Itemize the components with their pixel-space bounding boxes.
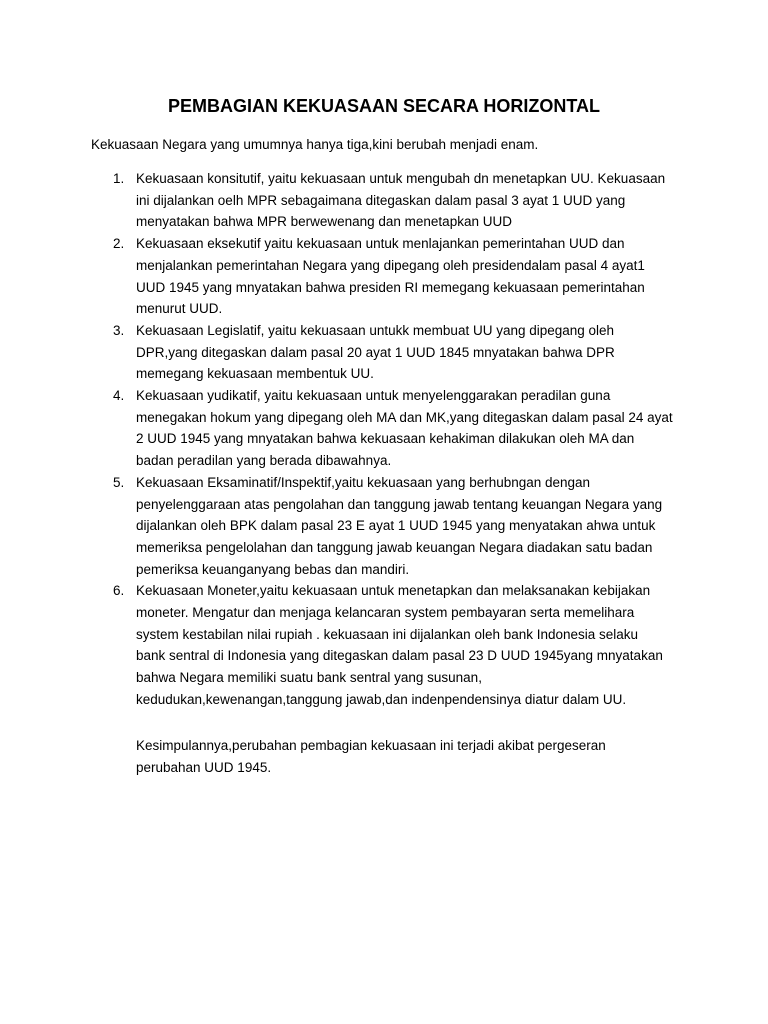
text-line: ini dijalankan oelh MPR sebagaimana ditegaskan dalam pasal 3 ayat 1 UUD yang xyxy=(136,192,626,208)
list-item-number: 6. xyxy=(113,583,125,599)
text-line: dijalankan oleh BPK dalam pasal 23 E ayat 1 UUD 1945 yang menyatakan ahwa untuk xyxy=(136,518,656,534)
text-line: bank sentral di Indonesia yang ditegaskan dalam pasal 23 D UUD 1945yang mnyatakan xyxy=(136,648,663,664)
text-line: menurut UUD. xyxy=(136,301,223,317)
list-item-text xyxy=(136,233,768,320)
conclusion-paragraph xyxy=(136,735,606,778)
text-line: memeriksa pengelolahan dan tanggung jawab keuangan Negara diadakan satu badan xyxy=(136,539,653,555)
list-item-number: 1. xyxy=(113,171,125,186)
list-item xyxy=(0,168,768,233)
intro-paragraph: Kekuasaan Negara yang umumnya hanya tiga,kini berubah menjadi enam. xyxy=(91,137,539,152)
list-item-number: 3. xyxy=(113,322,125,338)
list-item xyxy=(0,580,768,710)
list-item-text xyxy=(136,320,768,385)
list-item xyxy=(0,320,768,385)
text-line: Kekuasaan yudikatif, yaitu kekuasaan untuk menyelenggarakan peradilan guna xyxy=(136,388,611,404)
text-line: memegang kekuasaan membentuk UU. xyxy=(136,366,374,382)
text-line: 2 UUD 1945 yang mnyatakan bahwa kekuasaan kehakiman dilakukan oleh MA dan xyxy=(136,431,635,447)
text-line: DPR,yang ditegaskan dalam pasal 20 ayat 1 UUD 1845 mnyatakan bahwa DPR xyxy=(136,344,615,360)
list-item xyxy=(0,385,768,472)
text-line: Kekuasaan Moneter,yaitu kekuasaan untuk menetapkan dan melaksanakan kebijakan xyxy=(136,583,651,599)
list-item-number: 5. xyxy=(113,474,125,490)
list-item-number: 2. xyxy=(113,236,125,252)
text-line: Kekuasaan Legislatif, yaitu kekuasaan untukk membuat UU yang dipegang oleh xyxy=(136,322,615,338)
list-item-text xyxy=(136,472,768,581)
text-line: Kesimpulannya,perubahan pembagian kekuasaan ini terjadi akibat pergeseran xyxy=(136,738,606,753)
list-item-text xyxy=(136,168,768,233)
numbered-list xyxy=(0,168,768,711)
document-title: PEMBAGIAN KEKUASAAN SECARA HORIZONTAL xyxy=(168,96,600,116)
text-line: moneter. Mengatur dan menjaga kelancaran system pembayaran serta memelihara xyxy=(136,605,635,621)
text-line: menegakan hokum yang dipegang oleh MA dan MK,yang ditegaskan dalam pasal 24 ayat xyxy=(136,409,673,425)
text-line: perubahan UUD 1945. xyxy=(136,759,272,775)
text-line: Kekuasaan eksekutif yaitu kekuasaan untuk menlajankan pemerintahan UUD dan xyxy=(136,236,625,252)
text-line: Kekuasaan Eksaminatif/Inspektif,yaitu kekuasaan yang berhubngan dengan xyxy=(136,474,591,490)
text-line: penyelenggaraan atas pengolahan dan tanggung jawab tentang keuangan Negara yang xyxy=(136,496,663,512)
list-item-number: 4. xyxy=(113,388,125,404)
text-line: system kestabilan nilai rupiah . kekuasaan ini dijalankan oleh bank Indonesia selaku xyxy=(136,626,639,642)
list-item-text xyxy=(136,385,768,472)
text-line: UUD 1945 yang mnyatakan bahwa presiden RI memegang kekuasaan pemerintahan xyxy=(136,279,645,295)
text-line: Kekuasaan konsitutif, yaitu kekuasaan untuk mengubah dn menetapkan UU. Kekuasaan xyxy=(136,171,666,186)
text-line: badan peradilan yang berada dibawahnya. xyxy=(136,453,392,469)
text-line: kedudukan,kewenangan,tanggung jawab,dan indenpendensinya diatur dalam UU. xyxy=(136,691,627,707)
text-line: bahwa Negara memiliki suatu bank sentral yang susunan, xyxy=(136,670,482,686)
list-item xyxy=(0,233,768,320)
list-item xyxy=(0,472,768,581)
text-line: menyatakan bahwa MPR berwewenang dan menetapkan UUD xyxy=(136,214,512,230)
list-item-text xyxy=(136,580,768,710)
text-line: menjalankan pemerintahan Negara yang dipegang oleh presidendalam pasal 4 ayat1 xyxy=(136,257,645,273)
text-line: pemeriksa keuanganyang bebas dan mandiri. xyxy=(136,561,410,577)
